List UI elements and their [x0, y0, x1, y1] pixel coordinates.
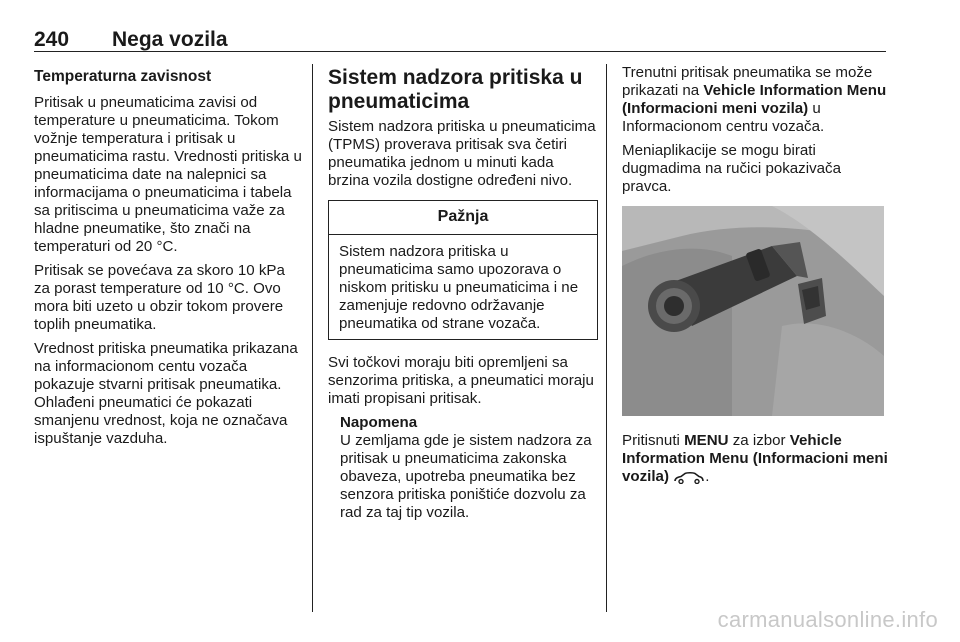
menu-button-label: MENU: [684, 432, 729, 449]
menu-name: Vehicle Information Menu (Informacioni meni vozila): [622, 82, 887, 117]
paragraph: Svi točkovi moraju biti opremljeni sa senzorima pritiska, a pneumatici moraju imati propisani pritisak.: [328, 354, 594, 407]
text-run: u Informacionom centru vozača.: [622, 100, 825, 135]
column-left: [34, 64, 302, 454]
caution-text: Sistem nadzora pritiska u pneumaticima samo upozorava o niskom pritisku u pneumaticima i ne zamenjuje redovno održavanje pneumatika od strane vozača.: [339, 243, 579, 332]
column-middle: [328, 64, 598, 522]
text-run: Pritisnuti: [622, 432, 685, 449]
paragraph: [622, 432, 888, 486]
turn-signal-lever-photo: [622, 206, 884, 416]
text-run: .: [705, 468, 710, 485]
caution-title: Pažnja: [329, 201, 597, 235]
heading-tpms: Sistem nadzora pritiska u pneumaticima: [328, 66, 583, 113]
paragraph: Pritisak se povećava za skoro 10 kPa za porast temperature od 10 °C. Ovo mora biti uzeto u obzir tokom provere toplih pneumatika.: [34, 262, 285, 333]
paragraph: Pritisak u pneumaticima zavisi od temperature u pneumaticima. Tokom vožnje temperatura i pritisak u pneumaticima rastu. Vrednosti pritiska u pneumaticima date na nalepnici sa informacijama o pneumaticima i tabela sa pritiscima u pneumaticima važe za hladne pneumatike, što znači na temperaturi od 20 °C.: [34, 94, 302, 255]
paragraph: Vrednost pritiska pneumatika prikazana na informacionom centu vozača pokazuje stvarni pritisak pneumatika. Ohlađeni pneumatici će pokazati smanjenu vrednost, koja ne označava ispuštanje vazduha.: [34, 340, 298, 447]
paragraph: Sistem nadzora pritiska u pneumaticima (TPMS) proverava pritisak sva četiri pneumatika jednom u minuti kada brzina vozila dostigne određeni nivo.: [328, 118, 596, 189]
car-icon: [673, 471, 705, 484]
note-title: Napomena: [340, 414, 418, 431]
column-divider: [606, 64, 607, 612]
heading-temperature: Temperaturna zavisnost: [34, 68, 212, 85]
column-right: [622, 64, 888, 492]
note-block: [340, 414, 598, 522]
lever-illustration: [622, 206, 884, 416]
watermark: carmanualsonline.info: [717, 607, 938, 632]
paragraph: [622, 64, 888, 136]
header-divider: [34, 51, 886, 52]
menu-name: Vehicle Information Menu (Informacioni meni vozila): [622, 432, 888, 485]
column-divider: [312, 64, 313, 612]
text-run: Trenutni pritisak pneumatika se može prikazati na: [622, 64, 873, 99]
paragraph: Meniaplikacije se mogu birati dugmadima na ručici pokazivača pravca.: [622, 142, 841, 195]
text-run: za izbor: [728, 432, 790, 449]
page-number: 240: [34, 28, 70, 51]
caution-box: [328, 200, 598, 340]
section-title: Nega vozila: [112, 28, 228, 51]
note-text: U zemljama gde je sistem nadzora za pritisak u pneumaticima zakonska obaveza, upotreba pneumatika bez senzora pritiska poništiće dozvolu za rad za taj tip vozila.: [340, 432, 592, 521]
